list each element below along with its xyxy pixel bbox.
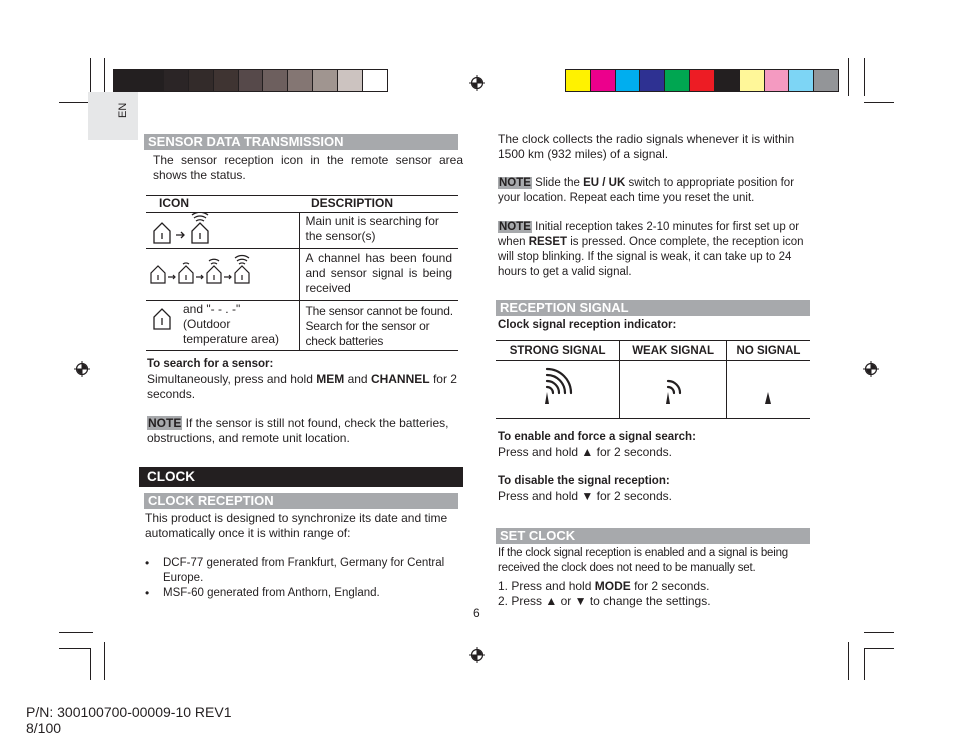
color-swatch [363,70,387,91]
text-span: Simultaneously, press and hold [147,372,317,386]
indicator-title: Clock signal reception indicator: [498,319,677,331]
crop-mark [864,648,865,680]
text-span: for 2 seconds. [630,579,710,593]
key-channel: CHANNEL [370,372,430,386]
note-sensor [147,416,459,446]
key-reset: RESET [528,236,568,248]
color-swatch [189,70,214,91]
clock-heading: CLOCK [139,467,463,487]
reception-signal-heading: RECEPTION SIGNAL [496,300,810,316]
bullet-item [145,556,463,586]
text-span: for 2 seconds. [147,372,457,401]
enable-search-title: To enable and force a signal search: [498,431,696,443]
color-swatch [164,70,189,91]
note-switch [498,176,810,206]
row-description: A channel has been found and sensor signal is being received [299,249,458,301]
footer-count: 8/100 [26,720,62,736]
text-span: 1. Press and hold [498,579,595,593]
color-swatch [114,70,139,91]
set-clock-text: If the clock signal reception is enabled and a signal is being received the clock does not need to be manually set. [498,547,788,574]
crop-mark [59,648,91,649]
page-number: 6 [473,606,480,620]
up-arrow-icon: ▲ [545,594,558,608]
bullet-icon: • [145,556,150,570]
color-swatch [616,70,641,91]
table-row [146,213,458,249]
sensor-receiving-icon [146,249,286,297]
range-text: The clock collects the radio signals whenever it is within 1500 km (932 miles) of a signal. [498,132,795,161]
crop-mark [90,58,91,96]
crop-mark [864,58,865,96]
note-initial-reception [498,220,810,280]
crop-mark [104,642,105,680]
text-span: to change the settings. [586,594,711,608]
color-swatch [566,70,591,91]
registration-mark-icon [469,647,485,663]
weak-signal-icon [662,367,684,407]
text-span: for 2 seconds. [593,445,672,459]
set-clock-step-1 [498,579,709,594]
text-span: or [557,594,575,608]
down-arrow-icon: ▼ [581,489,594,503]
disable-reception-text [498,489,672,504]
text-span: Press and hold [498,489,582,503]
text-span: 2. Press [498,594,546,608]
disable-reception-title: To disable the signal reception: [498,475,670,487]
registration-mark-icon [74,361,90,377]
crop-mark [848,58,849,96]
color-swatch [263,70,288,91]
table-header-description: DESCRIPTION [299,196,458,213]
crop-mark [864,632,894,633]
col-no-signal: NO SIGNAL [726,341,810,361]
bullet-text: DCF-77 generated from Frankfurt, Germany for Central Europe. [163,557,445,584]
color-swatch [740,70,765,91]
col-strong-signal: STRONG SIGNAL [496,341,620,361]
color-swatch [288,70,313,91]
row-description: Main unit is searching for the sensor(s) [299,213,458,249]
note-text: is pressed. Once complete, the reception icon will stop blinking. If the signal is weak, it can take up to 24 hours to get a valid signal. [498,236,804,278]
color-swatch [789,70,814,91]
color-swatch [814,70,838,91]
crop-mark [104,58,105,96]
no-signal-icon [762,367,774,407]
text-span: for 2 seconds. [593,489,672,503]
note-text: If the sensor is still not found, check the batteries, obstructions, and remote unit location. [147,416,449,445]
text-span: and [344,372,371,386]
color-swatch [665,70,690,91]
switch-eu-uk: EU / UK [583,177,626,189]
up-arrow-icon: ▲ [581,445,594,459]
strong-signal-icon [541,367,575,407]
key-mem: MEM [316,372,345,386]
bullet-text: MSF-60 generated from Anthorn, England. [163,587,380,599]
table-row [146,301,458,351]
color-swatch [690,70,715,91]
color-swatch [313,70,338,91]
sensor-data-heading: SENSOR DATA TRANSMISSION [144,134,458,150]
note-text: switch to appropriate position for your location. Repeat each time you reset the unit. [498,177,795,204]
down-arrow-icon: ▼ [574,594,587,608]
language-tab-label: EN [117,102,129,118]
row-icon-caption: and "- - . -" (Outdoor temperature area) [183,302,280,346]
search-sensor-title: To search for a sensor: [147,358,274,370]
crop-mark [90,648,91,680]
text-span: Press and hold [498,445,582,459]
set-clock-step-2 [498,594,711,609]
color-swatch [239,70,264,91]
color-calibration-bar [565,69,839,92]
bullet-icon: • [145,586,150,600]
clock-reception-heading: CLOCK RECEPTION [144,493,458,509]
note-label: NOTE [148,416,182,430]
search-sensor-text [147,372,457,402]
col-weak-signal: WEAK SIGNAL [620,341,727,361]
color-swatch [338,70,363,91]
table-row [146,249,458,301]
set-clock-heading: SET CLOCK [496,528,810,544]
signal-strength-table [496,340,810,419]
footer-part-number: P/N: 300100700-00009-10 REV1 [26,704,232,720]
note-text: Slide the [531,177,584,189]
registration-mark-icon [863,361,879,377]
crop-mark [59,632,93,633]
color-swatch [139,70,164,91]
sensor-not-found-icon [151,303,181,343]
color-swatch [591,70,616,91]
clock-reception-text: This product is designed to synchronize its date and time automatically once it is within range of: [145,511,448,540]
grayscale-calibration-bar [113,69,388,92]
sensor-intro: The sensor reception icon in the remote sensor area shows the status. [153,153,463,182]
crop-mark [848,642,849,680]
note-text: Initial reception takes 2-10 minutes for first set up or when [498,221,800,248]
note-label: NOTE [499,177,531,189]
row-description-text: The sensor cannot be found. Search for the sensor or check batteries [305,304,453,348]
crop-mark [864,648,894,649]
table-header-icon: ICON [146,196,299,213]
color-swatch [214,70,239,91]
row-description [299,301,458,351]
color-swatch [765,70,790,91]
sensor-searching-icon [146,213,286,245]
color-swatch [640,70,665,91]
registration-mark-icon [469,75,485,91]
enable-search-text [498,445,672,460]
note-label: NOTE [499,221,531,233]
crop-mark [864,102,894,103]
sensor-icon-table [146,195,458,351]
language-tab [88,92,138,140]
color-swatch [715,70,740,91]
key-mode: MODE [594,579,631,593]
bullet-item [145,586,463,601]
